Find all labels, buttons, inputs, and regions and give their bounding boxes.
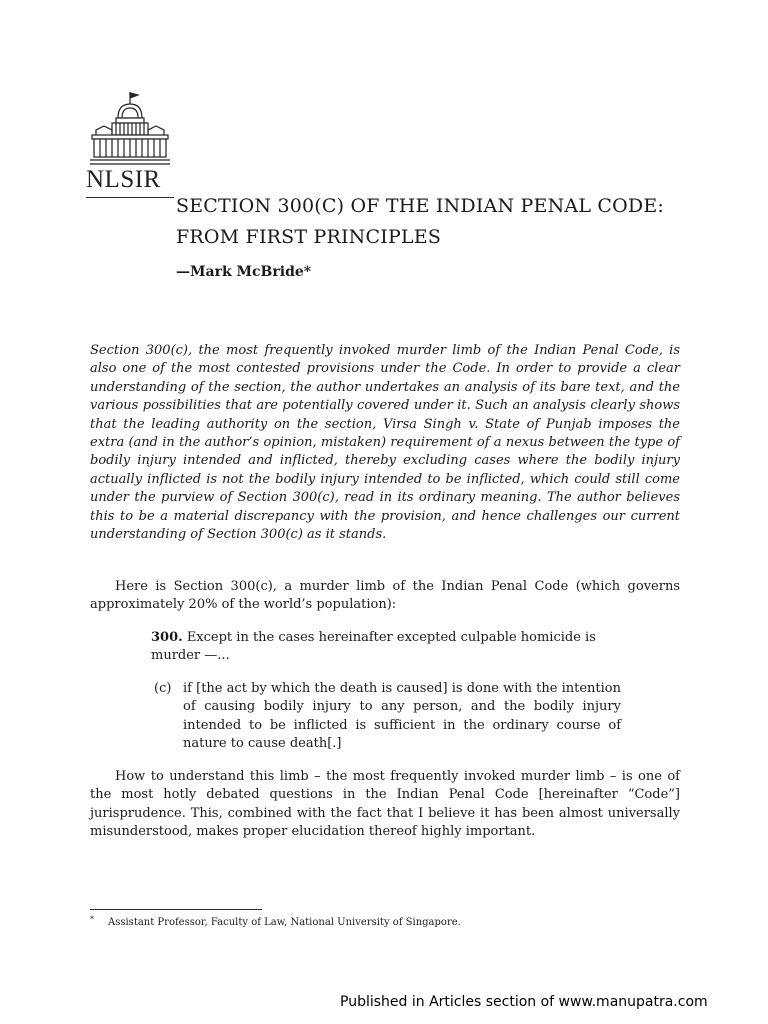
parliament-building-icon xyxy=(90,90,170,166)
article-abstract: Section 300(c), the most frequently invoked murder limb of the Indian Penal Code, is also one of the most contested provisions under the Code. In order to provide a clear understanding of the section, the author undertakes an analysis of its bare text, and the various possibilities that are potentially covered under it. Such an analysis clearly shows that the leading authority on the section, Virsa Singh v. State of Punjab imposes the extra (and in the author’s opinion, mistaken) requirement of a nexus between the type of bodily injury intended and inflicted, thereby excluding cases where the bodily injury actually inflicted is not the bodily injury intended to be inflicted, which could still come under the purview of Section 300(c), read in its ordinary meaning. The author believes this to be a material discrepancy with the provision, and hence challenges our current understanding of Section 300(c) as it stands. xyxy=(90,343,680,543)
body-paragraph-2: How to understand this limb – the most frequently invoked murder limb – is one of the most hotly debated questions in the Indian Penal Code [hereinafter “Code”] jurisprudence. This, combined with the fact that I believe it has been almost universally misunderstood, makes proper elucidation thereof highly important. xyxy=(90,769,680,840)
nlsir-logo xyxy=(86,90,178,200)
publisher-note: Published in Articles section of www.manupatra.com xyxy=(340,994,708,1010)
statute-section-number: 300. xyxy=(151,630,183,645)
statute-clause-label: (c) xyxy=(154,681,172,696)
statute-quote-intro xyxy=(151,629,621,666)
footnote-text: Assistant Professor, Faculty of Law, National University of Singapore. xyxy=(108,917,461,928)
logo-wordmark: NLSIR xyxy=(86,166,161,193)
article-author: —Mark McBride* xyxy=(176,264,312,280)
logo-underline xyxy=(86,197,174,198)
body-paragraph-1: Here is Section 300(c), a murder limb of the Indian Penal Code (which governs approximately 20% of the world’s population): xyxy=(90,579,680,613)
footnote-divider xyxy=(90,909,262,910)
footnote xyxy=(90,917,461,928)
statute-clause-text: if [the act by which the death is caused] is done with the intention of causing bodily injury to any person, and the bodily injury intended to be inflicted is sufficient in the ordinary course of nature to cause death[.] xyxy=(183,681,621,752)
statute-clause-c xyxy=(151,680,621,754)
statute-intro-text: Except in the cases hereinafter excepted culpable homicide is murder —... xyxy=(151,630,596,664)
footnote-mark: * xyxy=(90,915,94,924)
article-title: SECTION 300(C) OF THE INDIAN PENAL CODE: FROM FIRST PRINCIPLES xyxy=(176,195,664,248)
